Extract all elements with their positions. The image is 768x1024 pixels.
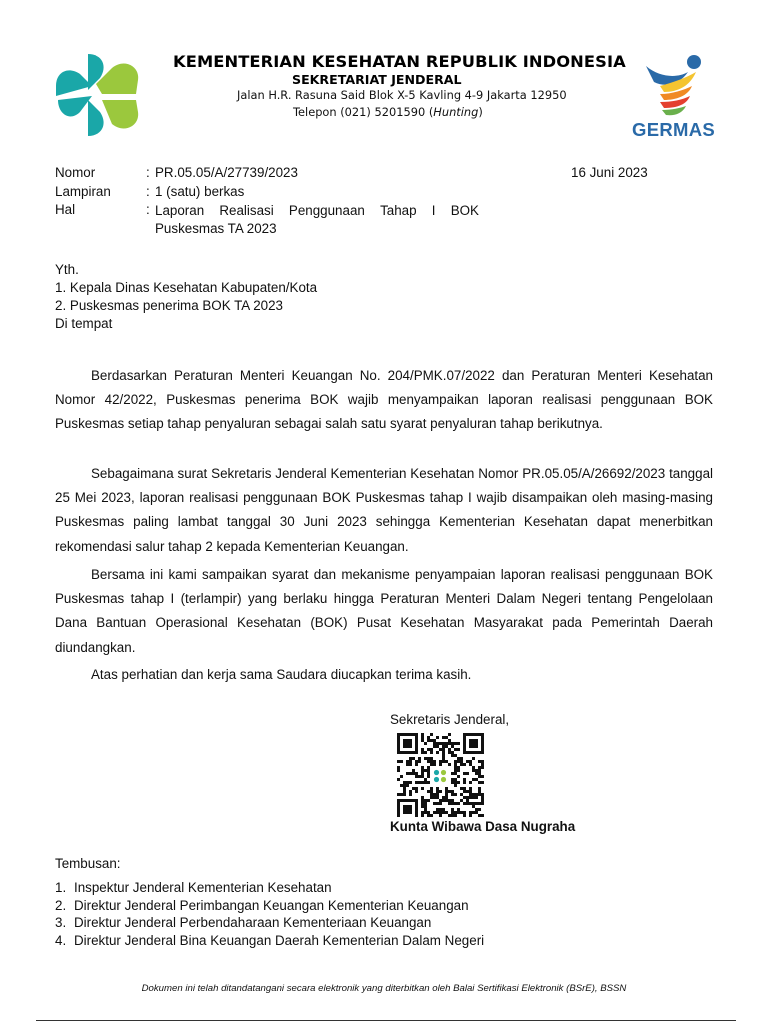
list-item: 2. Direktur Jenderal Perimbangan Keuangan Kementerian Keuangan (55, 897, 469, 913)
kemenkes-logo-icon (52, 50, 142, 140)
recipient-place: Di tempat (55, 316, 113, 331)
hal-word: Realisasi (219, 203, 274, 218)
yth-label: Yth. (55, 262, 79, 277)
body-paragraph-4: Atas perhatian dan kerja sama Saudara diucapkan terima kasih. (91, 667, 472, 682)
hal-label: Hal (55, 202, 76, 217)
hal-word: Laporan (155, 203, 205, 218)
hal-word: Penggunaan (288, 203, 365, 218)
ministry-phone: Telepon (021) 5201590 (Hunting) (293, 105, 483, 119)
signatory-name: Kunta Wibawa Dasa Nugraha (390, 819, 576, 834)
nomor-label: Nomor (55, 165, 96, 180)
hal-line-1 (155, 202, 479, 220)
hal-word: Tahap (380, 203, 417, 218)
bottom-divider (36, 1020, 736, 1021)
recipient-line-1: 1. Kepala Dinas Kesehatan Kabupaten/Kota (55, 280, 318, 295)
hal-line-2: Puskesmas TA 2023 (155, 221, 277, 236)
list-item: 4. Direktur Jenderal Bina Keuangan Daerah Kementerian Dalam Negeri (55, 932, 485, 948)
bsre-footer-note: Dokumen ini telah ditandatangani secara elektronik yang diterbitkan oleh Balai Sertifikasi Elektronik (BSrE), BSSN (141, 983, 627, 994)
lampiran-label: Lampiran (55, 184, 111, 199)
hal-word: BOK (450, 203, 479, 218)
ministry-title: KEMENTERIAN KESEHATAN REPUBLIK INDONESIA (173, 52, 626, 71)
signature-title: Sekretaris Jenderal, (390, 712, 510, 727)
ministry-address: Jalan H.R. Rasuna Said Blok X-5 Kavling 4-9 Jakarta 12950 (237, 88, 567, 102)
hal-word: I (431, 203, 436, 218)
list-item: 3. Direktur Jenderal Perbendaharaan Kementeriaan Keuangan (55, 915, 432, 931)
body-paragraph-2: Sebagaimana surat Sekretaris Jenderal Kementerian Kesehatan Nomor PR.05.05/A/26692/2023 tanggal 25 Mei 2023, laporan realisasi penggunaan BOK Puskesmas tahap I wajib disampaikan oleh masing-masing Puskesmas paling lambat tanggal 30 Juni 2023 sehingga Kementerian Kesehatan dapat menerbitkan rekomendasi salur tahap 2 kepada Kementerian Keuangan. (55, 466, 713, 554)
hal-colon: : (146, 202, 150, 217)
hal-value (155, 202, 479, 238)
letter-date: 16 Juni 2023 (571, 165, 648, 180)
lampiran-value: 1 (satu) berkas (155, 184, 245, 199)
list-item: 1. Inspektur Jenderal Kementerian Kesehatan (55, 880, 332, 895)
body-paragraph-3: Bersama ini kami sampaikan syarat dan mekanisme penyampaian laporan realisasi penggunaan BOK Puskesmas tahap I (terlampir) yang berlaku hingga Peraturan Menteri Dalam Negeri tentang Pengelolaan Dana Bantuan Operasional Kesehatan (BOK) Pusat Kesehatan Masyarakat pada Pemerintah Daerah diundangkan. (55, 567, 713, 655)
recipient-line-2: 2. Puskesmas penerima BOK TA 2023 (55, 298, 284, 313)
tembusan-label: Tembusan: (55, 856, 121, 871)
unit-title: SEKRETARIAT JENDERAL (292, 72, 462, 87)
tembusan-list (55, 879, 484, 949)
germas-label: GERMAS (632, 119, 715, 140)
qr-code-icon (396, 733, 484, 817)
body-paragraph-1: Berdasarkan Peraturan Menteri Keuangan No. 204/PMK.07/2022 dan Peraturan Menteri Kesehatan Nomor 42/2022, Puskesmas penerima BOK wajib menyampaikan laporan realisasi penggunaan BOK Puskesmas setiap tahap penyaluran sebagai salah satu syarat penyaluran tahap berikutnya. (55, 368, 713, 432)
nomor-value: PR.05.05/A/27739/2023 (155, 165, 298, 180)
lampiran-colon: : (146, 184, 150, 199)
nomor-colon: : (146, 165, 150, 180)
